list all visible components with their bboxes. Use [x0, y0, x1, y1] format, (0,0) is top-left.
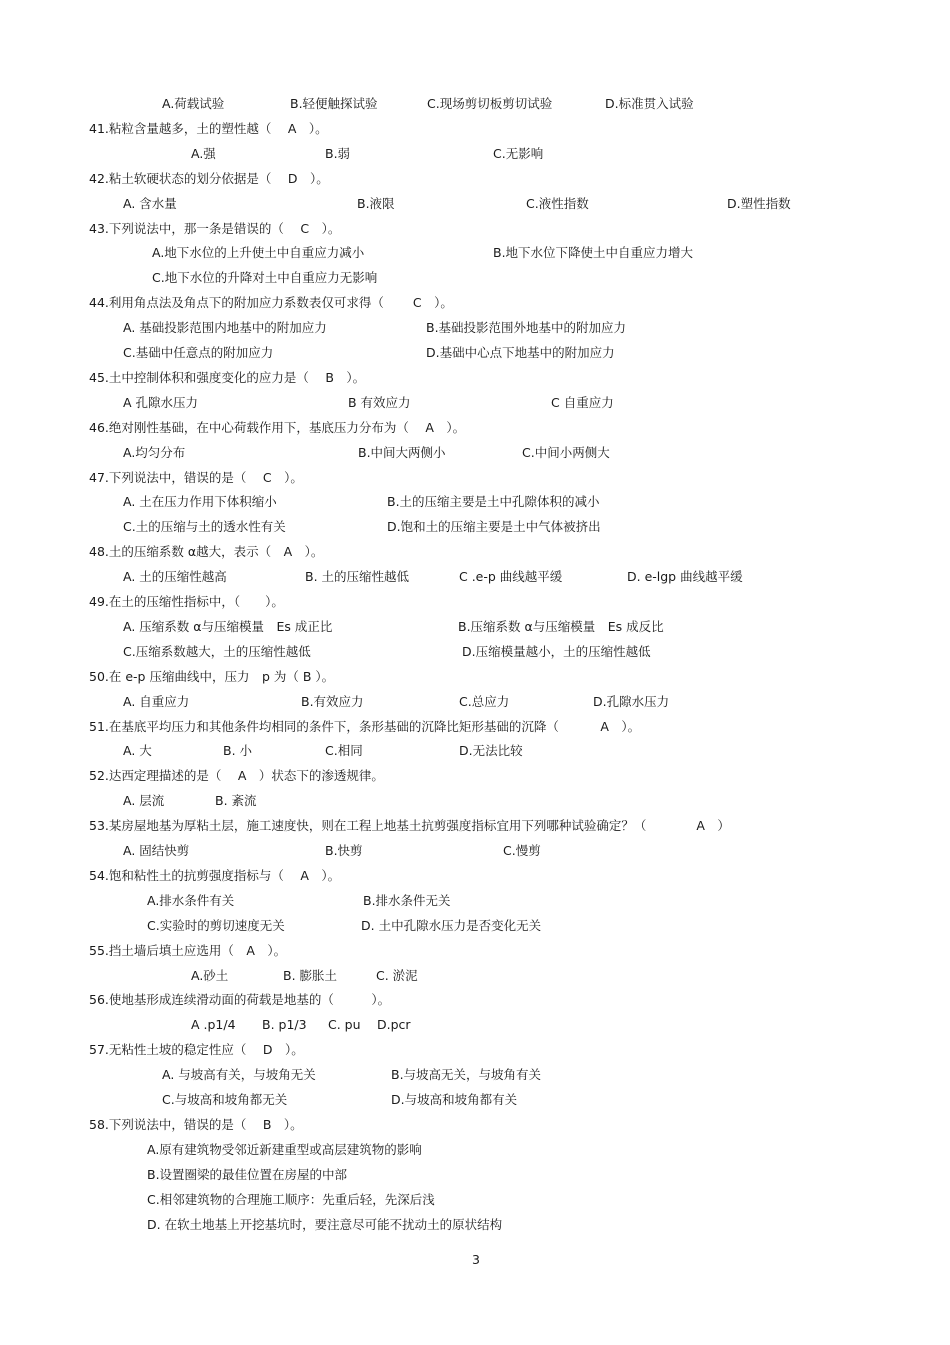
- answer-option: B.排水条件无关: [363, 892, 451, 908]
- answer-option: C.中间小两侧大: [522, 444, 610, 460]
- answer-option: C.基础中任意点的附加应力: [123, 345, 274, 360]
- answer-option: B. p1/3: [262, 1017, 307, 1033]
- answer-option: C.实验时的剪切速度无关: [147, 917, 285, 933]
- answer-option: A. 自重应力: [123, 693, 190, 709]
- answer-option: A.均匀分布: [123, 444, 186, 460]
- answer-option: C.地下水位的升降对土中自重应力无影响: [152, 270, 378, 286]
- answer-option: A. 大: [123, 743, 152, 759]
- answer-option: B. 紊流: [215, 793, 257, 809]
- answer-option: B.与坡高无关，与坡角有关: [391, 1067, 542, 1083]
- answer-option: C.相邻建筑物的合理施工顺序：先重后轻，先深后浅: [147, 1191, 435, 1207]
- question-stem: 57.无粘性土坡的稳定性应（ D ）。: [89, 1042, 304, 1058]
- answer-option: D. e-lgp 曲线越平缓: [627, 569, 743, 585]
- question-stem: 51.在基底平均压力和其他条件均相同的条件下，条形基础的沉降比矩形基础的沉降（ A ）。: [89, 718, 641, 734]
- answer-option: D. 在软土地基上开挖基坑时，要注意尽可能不扰动土的原状结构: [147, 1216, 503, 1232]
- answer-option: B.压缩系数 α与压缩模量 Es 成反比: [458, 618, 664, 634]
- answer-option: A 孔隙水压力: [123, 394, 199, 410]
- answer-option: D. 土中孔隙水压力是否变化无关: [361, 917, 542, 933]
- answer-option: A. 与坡高有关，与坡角无关: [162, 1067, 316, 1083]
- answer-option: A.地下水位的上升使土中自重应力减小: [152, 245, 365, 261]
- question-stem: 43.下列说法中，那一条是错误的（ C ）。: [89, 220, 341, 236]
- answer-option: A. 基础投影范围内地基中的附加应力: [123, 320, 327, 336]
- question-stem: 52.达西定理描述的是（ A ）状态下的渗透规律。: [89, 768, 384, 784]
- question-stem: 58.下列说法中，错误的是（ B ）。: [89, 1116, 303, 1132]
- answer-option: B.快剪: [325, 843, 363, 858]
- answer-option: B.地下水位下降使土中自重应力增大: [493, 245, 694, 261]
- answer-option: C.相同: [325, 743, 363, 759]
- answer-option: A.荷载试验: [162, 96, 225, 111]
- answer-option: C.与坡高和坡角都无关: [162, 1092, 288, 1107]
- answer-option: D.pcr: [377, 1017, 411, 1033]
- answer-option: B. 土的压缩性越低: [305, 569, 410, 585]
- answer-option: A.排水条件有关: [147, 892, 235, 908]
- question-stem: 44.利用角点法及角点下的附加应力系数表仅可求得（ C ）。: [89, 295, 453, 311]
- answer-option: B.土的压缩主要是土中孔隙体积的减小: [387, 494, 600, 510]
- answer-option: D.基础中心点下地基中的附加应力: [426, 345, 615, 360]
- answer-option: D.塑性指数: [727, 195, 791, 211]
- question-stem: 48.土的压缩系数 α越大，表示（ A ）。: [89, 544, 324, 560]
- answer-option: B 有效应力: [348, 394, 411, 410]
- answer-option: D.饱和土的压缩主要是土中气体被挤出: [387, 519, 601, 535]
- answer-option: B. 小: [223, 743, 253, 759]
- answer-option: B.液限: [357, 195, 395, 211]
- answer-option: D.无法比较: [459, 743, 523, 759]
- answer-option: A. 土在压力作用下体积缩小: [123, 494, 277, 510]
- answer-option: A.强: [191, 145, 216, 161]
- question-stem: 46.绝对刚性基础，在中心荷载作用下，基底压力分布为（ A ）。: [89, 419, 466, 435]
- answer-option: D.标准贯入试验: [605, 96, 694, 111]
- question-stem: 53.某房屋地基为厚粘土层，施工速度快，则在工程上地基土抗剪强度指标宜用下列哪种试验确定？（ A ）: [89, 818, 730, 834]
- answer-option: B.弱: [325, 145, 351, 161]
- answer-option: D.孔隙水压力: [593, 693, 670, 709]
- question-stem: 55.挡土墙后填土应选用（ A ）。: [89, 942, 287, 958]
- answer-option: B.基础投影范围外地基中的附加应力: [426, 320, 627, 336]
- answer-option: C 自重应力: [551, 394, 614, 410]
- answer-option: A. 压缩系数 α与压缩模量 Es 成正比: [123, 618, 333, 634]
- page-number: 3: [472, 1252, 480, 1267]
- question-stem: 54.饱和粘性土的抗剪强度指标与（ A ）。: [89, 867, 341, 883]
- answer-option: C. 淤泥: [376, 967, 418, 983]
- answer-option: C. pu: [328, 1017, 361, 1033]
- answer-option: D.压缩模量越小，土的压缩性越低: [462, 643, 651, 659]
- answer-option: C.无影响: [493, 145, 544, 161]
- answer-option: A. 含水量: [123, 195, 177, 211]
- question-stem: 45.土中控制体积和强度变化的应力是（ B ）。: [89, 369, 366, 385]
- answer-option: A.砂土: [191, 967, 229, 983]
- answer-option: B.有效应力: [301, 693, 364, 709]
- question-stem: 56.使地基形成连续滑动面的荷载是地基的（ ）。: [89, 992, 391, 1008]
- answer-option: A. 层流: [123, 793, 165, 809]
- question-stem: 47.下列说法中，错误的是（ C ）。: [89, 469, 303, 485]
- answer-option: A .p1/4: [191, 1017, 236, 1033]
- question-stem: 49.在土的压缩性指标中，（ ）。: [89, 594, 284, 609]
- question-stem: 50.在 e-p 压缩曲线中，压力 p 为（ B ）。: [89, 668, 335, 684]
- answer-option: B. 膨胀土: [283, 967, 338, 983]
- answer-option: C.总应力: [459, 693, 510, 709]
- answer-option: A.原有建筑物受邻近新建重型或高层建筑物的影响: [147, 1141, 422, 1157]
- answer-option: C.压缩系数越大，土的压缩性越低: [123, 643, 311, 659]
- answer-option: B.轻便触探试验: [290, 96, 378, 111]
- answer-option: C.现场剪切板剪切试验: [427, 96, 553, 111]
- answer-option: C.土的压缩与土的透水性有关: [123, 519, 286, 535]
- answer-option: A. 固结快剪: [123, 843, 190, 858]
- answer-option: D.与坡高和坡角都有关: [391, 1092, 518, 1107]
- question-stem: 42.粘土软硬状态的划分依据是（ D ）。: [89, 170, 329, 186]
- answer-option: A. 土的压缩性越高: [123, 569, 227, 585]
- answer-option: B.中间大两侧小: [358, 444, 446, 460]
- answer-option: C.液性指数: [526, 195, 589, 211]
- answer-option: C .e-p 曲线越平缓: [459, 569, 563, 585]
- answer-option: C.慢剪: [503, 843, 541, 858]
- question-stem: 41.粘粒含量越多，土的塑性越（ A ）。: [89, 120, 328, 136]
- answer-option: B.设置圈梁的最佳位置在房屋的中部: [147, 1166, 348, 1182]
